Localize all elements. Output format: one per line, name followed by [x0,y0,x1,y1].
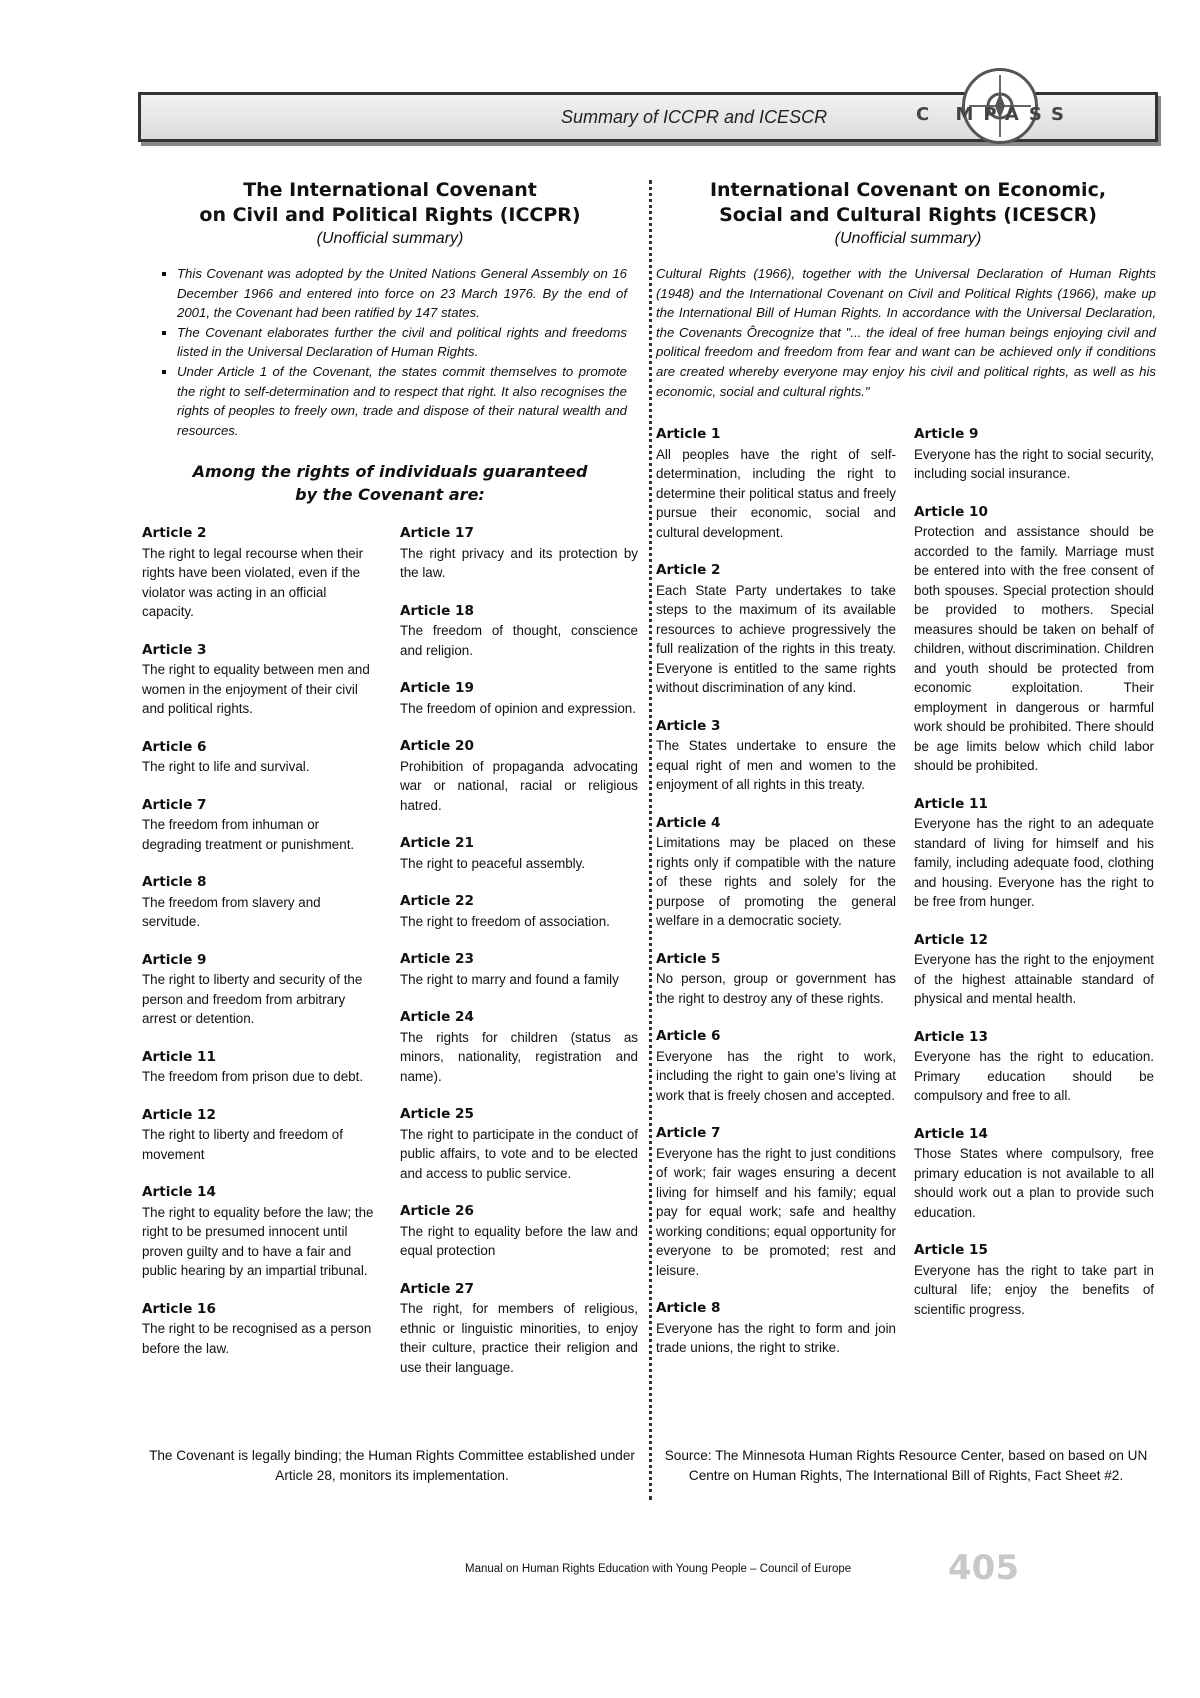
article-text: Everyone has the right to take part in cultural life; enjoy the benefits of scientific progress. [914,1262,1154,1317]
article-text: The States undertake to ensure the equal right of men and women to the enjoyment of all rights in this treaty. [656,738,896,792]
icescr-subtitle: (Unofficial summary) [834,230,982,247]
article-title: Article 23 [400,951,474,967]
article-title: Article 27 [400,1280,474,1297]
article-text: The right to liberty and security of the person and freedom from arbitrary arrest or detention. [142,972,363,1026]
article-block [400,737,638,815]
article-block [142,796,378,855]
article-title: Article 3 [142,641,207,658]
icescr-footnote: Source: The Minnesota Human Rights Resource Center, based on based on UN Centre on Human Rights, The International Bill of Rights, Fact Sheet #2. [664,1448,1148,1483]
article-block [400,1202,638,1261]
article-title: Article 17 [400,525,474,541]
article-text: Everyone has the right to the enjoyment of the highest attainable standard of physical and mental health. [914,952,1154,1006]
article-block [656,814,896,931]
article-title: Article 10 [914,503,988,520]
article-text: The freedom of opinion and expression. [400,700,636,716]
article-block [142,524,378,622]
article-title: Article 6 [656,1028,721,1044]
article-title: Article 4 [656,814,721,831]
article-block [914,1028,1154,1106]
article-block [400,950,638,989]
article-block [400,1105,638,1183]
article-block [914,1241,1154,1319]
icescr-title-line2: Social and Cultural Rights (ICESCR) [719,204,1097,226]
article-title: Article 11 [142,1048,216,1065]
among-line2: by the Covenant are: [295,485,485,504]
article-title: Article 7 [142,796,207,813]
article-block [914,1125,1154,1223]
icescr-articles-left [656,425,896,1377]
article-block [656,561,896,698]
article-text: The right to legal recourse when their rights have been violated, even if the violator was acting in an official capacity. [142,545,364,619]
article-text: Protection and assistance should be accorded to the family. Marriage must be entered into with the free consent of both spouses. Special protection should be provided to mothers. Special measures should be taken on behalf of children, without discrimination. Children and youth should be protected from economic exploitation. Their employment in dangerous or harmful work should be prohibited. There should be age limits below which child labor should be prohibited. [914,524,1154,773]
article-block [400,1280,638,1378]
article-block [400,679,638,718]
article-title: Article 21 [400,835,474,851]
article-text: The rights for children (status as minors, nationality, registration and name). [400,1029,638,1084]
article-title: Article 8 [142,874,207,890]
article-text: Everyone has the right to an adequate standard of living for himself and his family, including adequate food, clothing and housing. Everyone has the right to be free from hunger. [914,816,1154,909]
article-text: The freedom of thought, conscience and religion. [400,623,638,658]
article-block [914,503,1154,776]
article-text: Each State Party undertakes to take steps to the maximum of its available resources to achieve progressively the full realization of the rights in this treaty. Everyone is entitled to the same rights without discrimination of any kind. [656,582,896,695]
iccpr-articles-left [142,524,378,1377]
iccpr-bullet: ▪ This Covenant was adopted by the United Nations General Assembly on 16 December 1966 and entered into force on 23 March 1976. By the end of 2001, the Covenant had been ratified by 147 states. [177,264,627,323]
compass-logo [900,60,1170,150]
article-block [656,425,896,542]
article-title: Article 24 [400,1009,474,1025]
article-text: The freedom from prison due to debt. [142,1069,364,1084]
article-text: The freedom from slavery and servitude. [142,894,321,929]
article-text: Those States where compulsory, free primary education is not available to all should work out a plan to provide such education. [914,1146,1154,1220]
iccpr-heading [140,178,640,248]
article-title: Article 7 [656,1125,721,1141]
article-text: Everyone has the right to education. Primary education should be compulsory and free to all. [914,1049,1154,1103]
article-text: Everyone has the right to just conditions of work; fair wages ensuring a decent living for himself and his family; equal pay for equal work; safe and healthy working conditions; equal opportunity for everyone to be promoted; rest and leisure. [656,1145,896,1278]
iccpr-subtitle: (Unofficial summary) [316,230,464,247]
among-heading [160,460,620,506]
article-title: Article 26 [400,1203,474,1219]
iccpr-title-line1: The International Covenant [243,179,537,201]
article-title: Article 9 [914,426,979,442]
article-title: Article 8 [656,1300,721,1316]
column-divider [649,180,652,1500]
article-title: Article 18 [400,602,474,619]
article-title: Article 1 [656,426,721,442]
article-text: The right to freedom of association. [400,913,610,929]
article-title: Article 16 [142,1300,216,1317]
article-title: Article 11 [914,795,988,812]
article-title: Article 19 [400,680,474,696]
article-block [142,641,378,719]
iccpr-articles-right [400,524,638,1396]
article-block [142,1048,378,1087]
article-text: The right to equality before the law; the right to be presumed innocent until proven guilty and to have a fair and public hearing by an impartial tribunal. [142,1204,374,1278]
article-title: Article 9 [142,951,207,968]
article-text: Everyone has the right to form and join trade unions, the right to strike. [656,1320,896,1355]
icescr-heading [658,178,1158,248]
iccpr-bullet: ▪ Under Article 1 of the Covenant, the states commit themselves to promote the right to self-determination and to respect that right. It also recognises the rights of peoples to freely own, trade and dispose of their natural wealth and resources. [177,362,627,440]
article-text: The right to participate in the conduct of public affairs, to vote and to be elected and access to public service. [400,1126,638,1181]
iccpr-footnote: The Covenant is legally binding; the Human Rights Committee established under Article 28, monitors its implementation. [149,1448,635,1483]
article-title: Article 6 [142,738,207,755]
article-block [142,1183,378,1281]
article-block [914,795,1154,912]
iccpr-intro [145,264,627,440]
article-title: Article 12 [914,931,988,948]
among-line1: Among the rights of individuals guaranteed [192,462,588,481]
article-block [914,931,1154,1009]
article-block [400,1008,638,1086]
icescr-intro: Cultural Rights (1966), together with the Universal Declaration of Human Rights (1948) and the International Covenant on Civil and Political Rights (1966), make up the International Bill of Human Rights. In accordance with the Universal Declaration, the Covenants Ôrecognize that "... the ideal of free human beings enjoying civil and political freedom and freedom from fear and want can be achieved only if conditions are created whereby everyone may enjoy his civil and political rights, as well as his economic, social and cultural rights." [656,266,1156,399]
article-title: Article 25 [400,1106,474,1122]
article-title: Article 14 [142,1184,216,1200]
article-text: The right privacy and its protection by the law. [400,545,638,580]
article-block [656,950,896,1009]
article-title: Article 15 [914,1242,988,1258]
article-text: The right to liberty and freedom of movement [142,1127,343,1162]
article-title: Article 14 [914,1125,988,1142]
article-block [656,1124,896,1280]
article-block [914,425,1154,484]
article-text: The right, for members of religious, ethnic or linguistic minorities, to enjoy their culture, practice their religion and use their language. [400,1301,638,1375]
page-number: 405 [948,1548,1019,1588]
iccpr-title-line2: on Civil and Political Rights (ICCPR) [199,204,581,226]
article-text: Everyone has the right to social security, including social insurance. [914,446,1154,481]
article-text: The right to marry and found a family [400,971,619,987]
article-block [400,524,638,583]
article-text: All peoples have the right of self-determination, including the right to determine their political status and freely pursue their economic, social and cultural development. [656,446,896,540]
article-text: The right to peaceful assembly. [400,855,586,871]
iccpr-bullet-list [145,264,627,440]
article-text: The right to equality between men and women in the enjoyment of their civil and political rights. [142,662,370,716]
article-block [142,873,378,932]
article-block [142,738,378,777]
icescr-title-line1: International Covenant on Economic, [709,179,1107,201]
article-title: Article 2 [142,525,207,541]
article-title: Article 3 [656,717,721,734]
icescr-articles-right [914,425,1154,1338]
article-title: Article 2 [656,562,721,578]
article-block [656,1027,896,1105]
article-text: Limitations may be placed on these rights only if compatible with the nature of these rights and solely for the purpose of promoting the general welfare in a democratic society. [656,835,896,928]
article-block [656,717,896,795]
logo-text: C MPASS [916,104,1074,125]
article-title: Article 22 [400,893,474,909]
article-block [400,892,638,931]
article-block [656,1299,896,1358]
iccpr-bullet: ▪ The Covenant elaborates further the civil and political rights and freedoms listed in the Universal Declaration of Human Rights. [177,323,627,362]
article-block [400,602,638,661]
article-block [400,834,638,873]
publication-credit: Manual on Human Rights Education with Young People – Council of Europe [465,1563,852,1575]
article-block [142,1300,378,1359]
article-text: Prohibition of propaganda advocating war or national, racial or religious hatred. [400,758,638,813]
article-block [142,1106,378,1165]
article-text: Everyone has the right to work, including the right to gain one's living at work that is freely chosen and accepted. [656,1048,896,1103]
article-text: The right to life and survival. [142,759,310,774]
article-title: Article 5 [656,950,721,967]
article-title: Article 13 [914,1028,988,1045]
article-text: The right to be recognised as a person before the law. [142,1321,372,1356]
header-title: Summary of ICCPR and ICESCR [561,107,828,127]
article-text: No person, group or government has the right to destroy any of these rights. [656,971,896,1006]
article-title: Article 12 [142,1106,216,1123]
article-text: The right to equality before the law and equal protection [400,1223,638,1258]
article-block [142,951,378,1029]
article-title: Article 20 [400,738,474,754]
article-text: The freedom from inhuman or degrading treatment or punishment. [142,817,355,852]
